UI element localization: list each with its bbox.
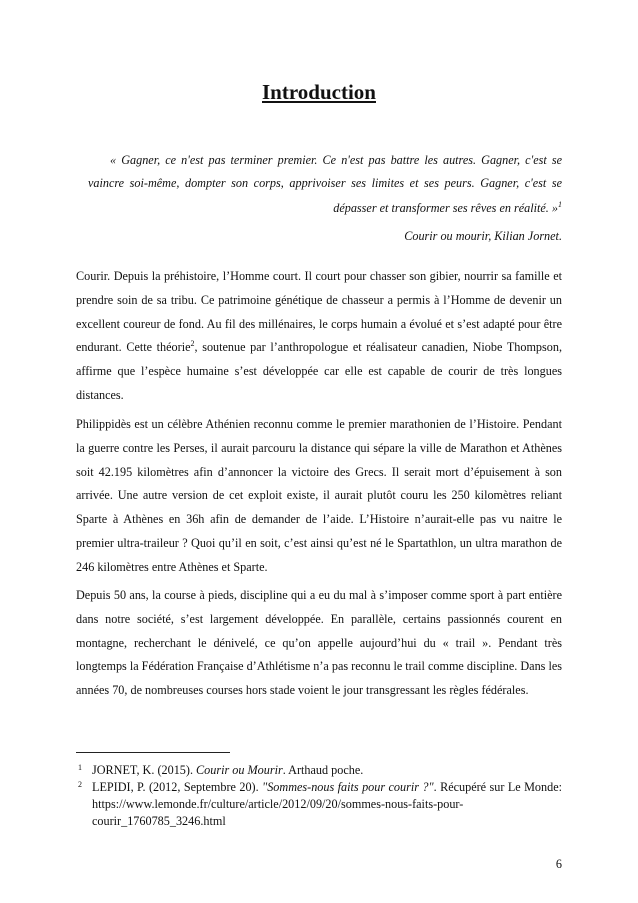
epigraph-line-2: vaincre soi-même, dompter son corps, apprivoiser ses limites et ses peurs. Gagner, c'est se [88,175,562,190]
page-number: 6 [555,857,562,871]
footnote-ref-1[interactable]: 1 [558,200,562,209]
footnotes [76,762,562,830]
footnote-1-author: JORNET, K. (2015). [92,763,197,777]
epigraph-line-3 [90,194,562,220]
footnote-separator [76,752,230,753]
footnote-ref-2[interactable]: 2 [190,339,195,349]
page-title: Introduction [262,80,376,104]
footnote-1-title: Courir ou Mourir [196,763,283,777]
footnote-2-author: LEPIDI, P. (2012, Septembre 20). [92,780,263,794]
epigraph-line-1: « Gagner, ce n'est pas terminer premier. Ce n'est pas battre les autres. Gagner, c'est se [110,153,562,167]
paragraph-1-text-b: , soutenue par l’anthropologue et réalisateur canadien, Niobe Thompson, affirme que l’espèce humaine s’est développée car elle est capable de courir de très longues distances. [76,340,562,402]
footnote-1 [76,762,562,779]
paragraph-3: Depuis 50 ans, la course à pieds, discipline qui a eu du mal à s’imposer comme sport à part entière dans notre société, s’est largement développée. En parallèle, certains passionnés courent en montagne, recherchant le dénivelé, ce qu’on appelle aujourd’hui du « trail ». Pendant très longtemps la Fédération Française d’Athlétisme n’a pas reconnu le trail comme discipline. Dans les années 70, de nombreuses courses hors stade voient le jour transgressant les règles fédérales. [76,588,563,698]
footnote-2 [76,779,562,830]
epigraph-attribution: Courir ou mourir, Kilian Jornet. [404,229,562,243]
footnote-2-number: 2 [78,780,82,789]
footnote-1-number: 1 [78,763,82,772]
paragraph-1 [76,265,562,408]
epigraph-line-3-text: dépasser et transformer ses rêves en réalité. » [333,201,558,216]
epigraph-quote [90,149,562,220]
footnote-1-rest: . Arthaud poche. [282,763,364,777]
footnote-2-title: "Sommes-nous faits pour courir ?" [262,780,434,794]
paragraph-1-text-a: Courir. Depuis la préhistoire, l’Homme court. Il court pour chasser son gibier, nourrir sa famille et prendre soin de sa tribu. Ce patrimoine génétique de chasseur a permis à l’Homme de devenir un excellent coureur de fond. Au fil des millénaires, le corps humain a évolué et s’est adapté pour être endurant. Cette théorie [76,269,562,355]
paragraph-2: Philippidès est un célèbre Athénien reconnu comme le premier marathonien de l’Histoire. Pendant la guerre contre les Perses, il aurait parcouru la distance qui sépare la ville de Marathon et Athènes soit 42.195 kilomètres afin d’annoncer la victoire des Grecs. Il serait mort d’épuisement à son arrivée. Une autre version de cet exploit existe, il aurait plutôt couru les 250 kilomètres reliant Sparte à Athènes en 36h afin de demander de l’aide. L’Histoire n’aurait-elle pas vu naitre le premier ultra-traileur ? Quoi qu’il en soit, c’est ainsi qu’est né le Spartathlon, un ultra marathon de 246 kilomètres entre Athènes et Sparte. [76,417,562,574]
footnote-2-rest[interactable]: . Récupéré sur Le Monde: https://www.lemonde.fr/culture/article/2012/09/20/sommes-nous-faits-pour-courir_1760785_3246.html [92,780,562,828]
